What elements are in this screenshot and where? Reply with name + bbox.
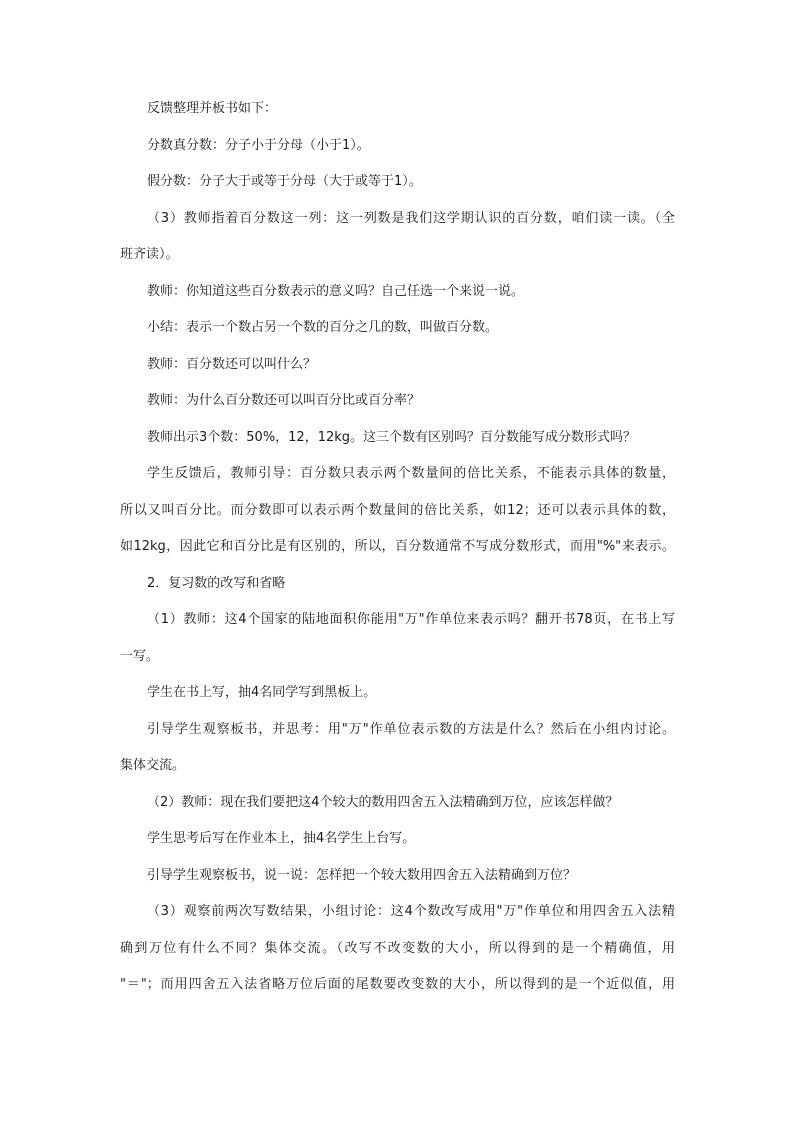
text-line: 学生思考后写在作业本上，抽4名学生上台写。 [147, 831, 416, 846]
text-line: 确到万位有什么不同？集体交流。（改写不改变数的大小，所以得到的是一个精确值，用 [120, 941, 675, 956]
text-line: 教师出示3个数：50%，12，12kg。这三个数有区别吗？百分数能写成分数形式吗？ [147, 430, 637, 445]
text-line: 集体交流。 [120, 758, 186, 773]
text-line: 反馈整理并板书如下： [147, 101, 278, 116]
text-line: 一写。 [120, 649, 160, 664]
text-line: 引导学生观察板书，并思考：用"万"作单位表示数的方法是什么？然后在小组内讨论。 [147, 722, 675, 737]
text-line: 引导学生观察板书，说一说：怎样把一个较大数用四舍五入法精确到万位？ [147, 868, 577, 883]
text-line: （3）教师指着百分数这一列：这一列数是我们这学期认识的百分数，咱们读一读。（全 [147, 211, 675, 226]
text-line: 教师：为什么百分数还可以叫百分比或百分率？ [147, 393, 421, 408]
text-line: 假分数：分子大于或等于分母（大于或等于1）。 [147, 174, 422, 189]
text-line: 学生反馈后，教师引导：百分数只表示两个数量间的倍比关系，不能表示具体的数量， [147, 466, 675, 481]
text-line: 班齐读）。 [120, 247, 179, 262]
text-line: 教师：你知道这些百分数表示的意义吗？自己任选一个来说一说。 [147, 284, 525, 299]
text-line: 所以又叫百分比。而分数即可以表示两个数量间的倍比关系，如12；还可以表示具体的数， [120, 503, 675, 518]
text-line: 分数真分数：分子小于分母（小于1）。 [147, 138, 370, 153]
section-heading: 2．复习数的改写和省略 [147, 576, 286, 591]
text-line: 小结：表示一个数占另一个数的百分之几的数，叫做百分数。 [147, 320, 499, 335]
text-line: 教师：百分数还可以叫什么？ [147, 357, 317, 372]
text-line: （2）教师：现在我们要把这4个较大的数用四舍五入法精确到万位，应该怎样做？ [147, 795, 619, 810]
text-line: （3）观察前两次写数结果，小组讨论：这4个数改写成用"万"作单位和用四舍五入法精 [147, 904, 675, 919]
text-line: 学生在书上写，抽4名同学写到黑板上。 [147, 685, 377, 700]
text-line: "＝"；而用四舍五入法省略万位后面的尾数要改变数的大小，所以得到的是一个近似值，用 [120, 977, 675, 992]
text-line: （1）教师：这4个国家的陆地面积你能用"万"作单位来表示吗？翻开书78页，在书上写 [147, 612, 675, 627]
text-line: 如12kg，因此它和百分比是有区别的，所以，百分数通常不写成分数形式，而用"%"来表示。 [120, 539, 675, 554]
